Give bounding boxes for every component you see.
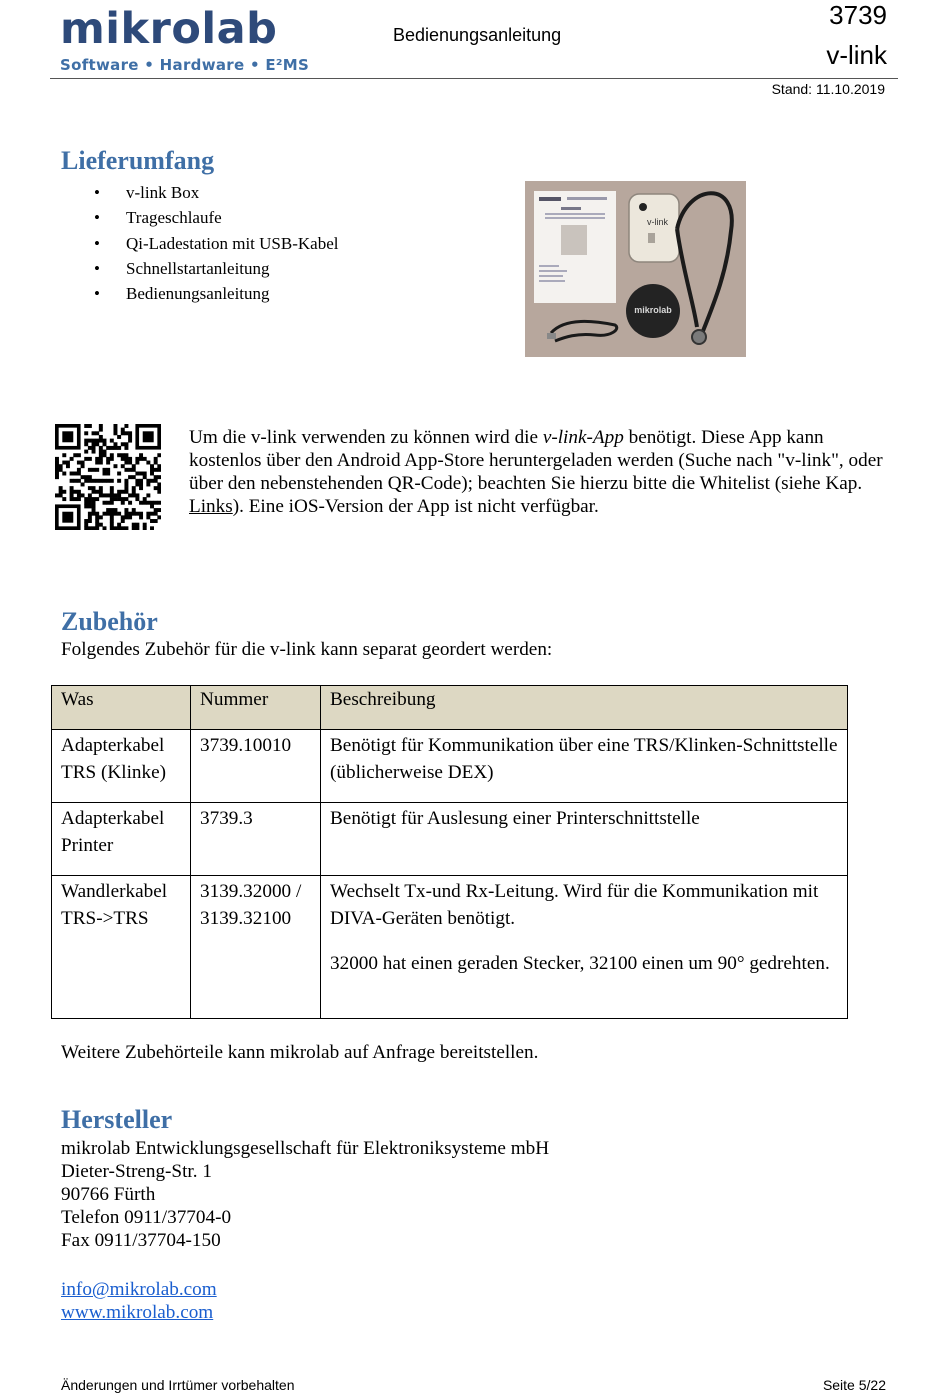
cell-what: Wandlerkabel TRS->TRS [52, 876, 191, 1019]
table-header-row [52, 686, 848, 730]
list-item: • Qi-Ladestation mit USB-Kabel [94, 233, 338, 258]
app-name: v-link-App [542, 427, 624, 448]
contact-links [61, 1278, 217, 1324]
cell-description: Benötigt für Auslesung einer Printerschnittstelle [321, 803, 848, 876]
accessories-heading: Zubehör [61, 607, 158, 636]
charger-label: mikrolab [634, 305, 672, 315]
cell-number: 3739.10010 [191, 730, 321, 803]
scope-list [94, 182, 338, 308]
cell-description [321, 876, 848, 1019]
cell-description: Benötigt für Kommunikation über eine TRS/Klinken-Schnittstelle (üblicherweise DEX) [321, 730, 848, 803]
app-text: ). Eine iOS-Version der App ist nicht verfügbar. [232, 496, 599, 517]
accessories-intro: Folgendes Zubehör für die v-link kann separat geordert werden: [61, 639, 553, 660]
document-number: 3739 [829, 0, 887, 30]
email-link[interactable]: info@mikrolab.com [61, 1279, 217, 1300]
header-divider [50, 78, 898, 79]
box-label: v-link [647, 217, 669, 227]
website-link[interactable]: www.mikrolab.com [61, 1302, 214, 1323]
document-title: Bedienungsanleitung [393, 25, 562, 45]
logo-wordmark: mikrolab [60, 4, 278, 54]
logo-tagline: Software • Hardware • E²MS [60, 56, 310, 74]
cell-what: Adapterkabel TRS (Klinke) [52, 730, 191, 803]
table-row [52, 876, 848, 1019]
product-name: v-link [826, 40, 887, 70]
scope-product-photo [525, 181, 746, 357]
manufacturer-address [61, 1137, 549, 1252]
list-item: • Bedienungsanleitung [94, 283, 338, 308]
app-qr-code [55, 424, 161, 530]
column-header-number: Nummer [191, 686, 321, 730]
phone-line: Telefon 0911/37704-0 [61, 1207, 232, 1228]
cell-what: Adapterkabel Printer [52, 803, 191, 876]
description-paragraph: Wechselt Tx-und Rx-Leitung. Wird für die Kommunikation mit DIVA-Geräten benötigt. [330, 881, 819, 929]
scope-heading: Lieferumfang [61, 146, 215, 175]
address-line: mikrolab Entwicklungsgesellschaft für Elektroniksysteme mbH [61, 1138, 550, 1159]
document-date: Stand: 11.10.2019 [771, 81, 885, 97]
address-line: Dieter-Streng-Str. 1 [61, 1161, 212, 1182]
accessories-table [51, 685, 848, 1019]
company-logo [60, 6, 309, 74]
app-info-paragraph [189, 426, 889, 518]
app-text: Um die v-link verwenden zu können wird die [189, 427, 543, 448]
footer-disclaimer: Änderungen und Irrtümer vorbehalten [61, 1377, 295, 1393]
list-item: • v-link Box [94, 182, 338, 207]
list-item: • Schnellstartanleitung [94, 258, 338, 283]
address-line: 90766 Fürth [61, 1184, 156, 1205]
description-paragraph: 32000 hat einen geraden Stecker, 32100 einen um 90° gedrehten. [330, 953, 830, 974]
table-row [52, 730, 848, 803]
list-item: • Trageschlaufe [94, 207, 338, 232]
fax-line: Fax 0911/37704-150 [61, 1230, 221, 1251]
accessories-note: Weitere Zubehörteile kann mikrolab auf Anfrage bereitstellen. [61, 1042, 539, 1063]
table-row [52, 803, 848, 876]
manufacturer-heading: Hersteller [61, 1105, 173, 1134]
cell-number: 3739.3 [191, 803, 321, 876]
page-number: Seite 5/22 [822, 1377, 886, 1393]
app-text: benötigt. Diese App kann kostenlos über den Android App-Store heruntergeladen werden (Suche nach "v-link", oder über den nebenstehenden QR-Code); beachten Sie hierzu bitte die Whitelist (siehe Kap. [189, 427, 883, 494]
column-header-description: Beschreibung [321, 686, 848, 730]
cell-number: 3139.32000 / 3139.32100 [191, 876, 321, 1019]
links-chapter-link[interactable]: Links [189, 496, 233, 517]
column-header-what: Was [52, 686, 191, 730]
